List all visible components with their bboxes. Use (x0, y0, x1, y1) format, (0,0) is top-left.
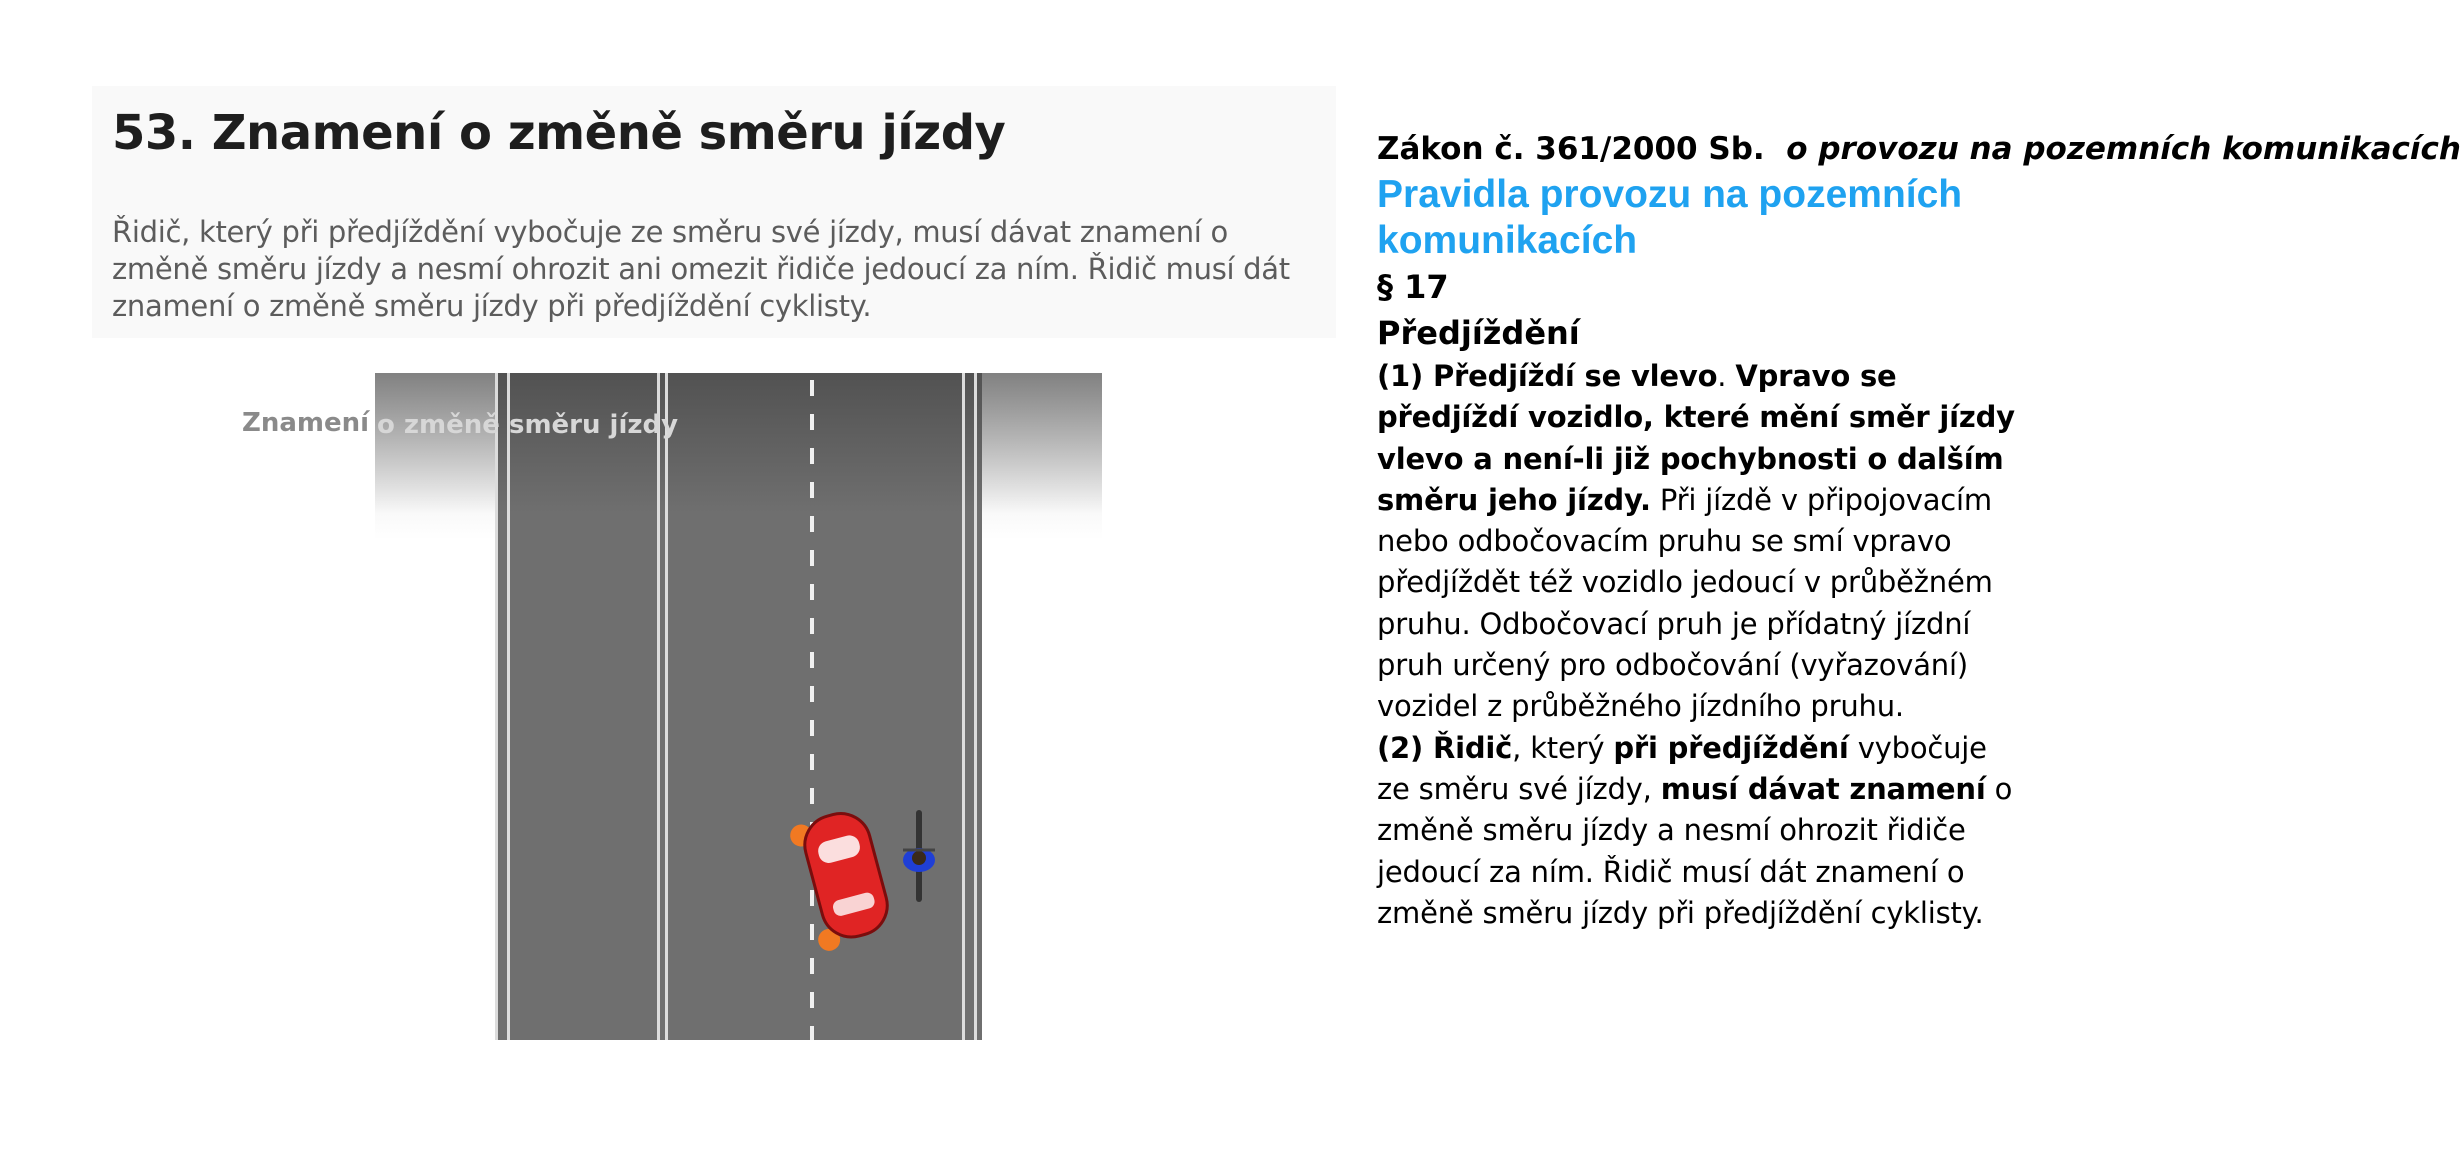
video-caption-part1: Znamení (242, 408, 370, 438)
law-s1-bold-1: (1) Předjíždí se vlevo (1377, 359, 1718, 393)
law-rules-title: Pravidla provozu na pozemních komunikacích (1377, 173, 1963, 262)
lesson-text: Řidič, který při předjíždění vybočuje ze směru své jízdy, musí dávat znamení o změně směru jízdy a nesmí ohrozit ani omezit řidiče jedoucí za ním. Řidič musí dát znamení o změně směru jízdy při předjíždění cyklisty. (112, 215, 1290, 323)
law-s2-text-2: vybočuje ze směru své jízdy, (1377, 730, 1987, 806)
cyclist-head (912, 851, 926, 865)
top-fade (375, 373, 1102, 513)
law-excerpt (1377, 126, 2461, 934)
law-act-title: o provozu na pozemních komunikacích (1786, 131, 2461, 167)
law-s1-text-1: . (1717, 359, 1736, 393)
law-s2-bold-2: při předjíždění (1613, 730, 1849, 765)
left-lane-line-inner (665, 373, 668, 1040)
road-video-frame[interactable] (92, 340, 1102, 1040)
law-s2-bold-3: musí dávat znamení (1660, 771, 1986, 806)
road-illustration (92, 340, 1102, 1040)
law-section-2 (1377, 728, 2027, 934)
video-caption-part2: o změně směru jízdy (377, 410, 679, 440)
law-act: Zákon č. 361/2000 Sb. (1377, 131, 1765, 167)
law-s1-text-2: Při jízdě v připojovacím nebo odbočovacím pruhu se smí vpravo předjíždět též vozidlo jedoucí v průběžném pruhu. Odbočovací pruh je přídatný jízdní pruh určený pro odbočování (vyřazování) vozidel z průběžného jízdního pruhu. (1377, 482, 1993, 724)
law-s2-text-1: , který (1512, 730, 1614, 765)
left-lane-line-outer (657, 373, 660, 1040)
left-edge-line-outer (495, 373, 498, 1040)
right-edge-line-inner (962, 373, 965, 1040)
law-s2-bold-1: (2) Řidič (1377, 730, 1513, 765)
law-body (1377, 356, 2027, 934)
law-paragraph: § 17 (1377, 268, 1449, 306)
law-section-1 (1377, 356, 2027, 728)
law-s1-bold-2: Vpravo se předjíždí vozidlo, které mění směr jízdy vlevo a není-li již pochybnosti o dalším směru jeho jízdy. (1377, 359, 2015, 517)
law-act-header (1377, 126, 2461, 172)
law-s2-text-3: o změně směru jízdy a nesmí ohrozit řidiče jedoucí za ním. Řidič musí dát znamení o změně směru jízdy při předjíždění cyklisty. (1377, 771, 2013, 930)
law-heading: Předjíždění (1377, 314, 1580, 352)
lesson-title: 53. Znamení o změně směru jízdy (112, 105, 1006, 161)
left-edge-line-inner (507, 373, 510, 1040)
right-edge-line-outer (974, 373, 977, 1040)
